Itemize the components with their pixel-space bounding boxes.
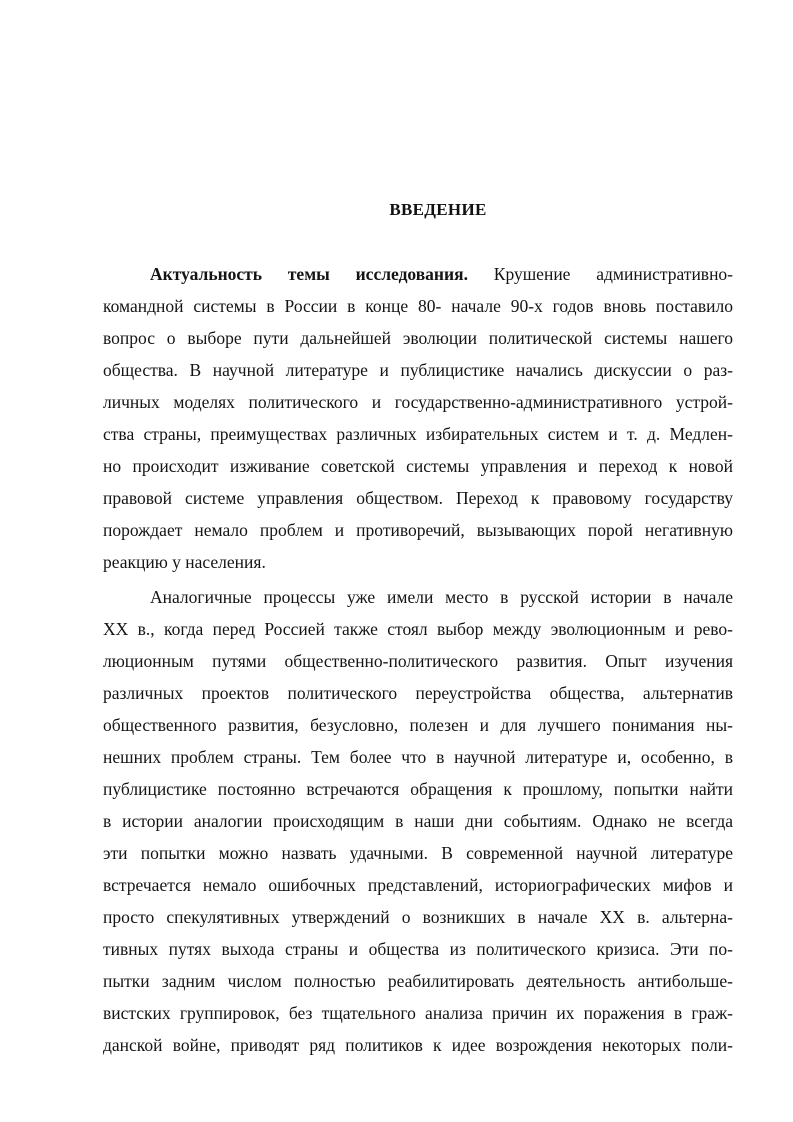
paragraph-line: вистских группировок, без тщательного анализа причин их поражения в граж- <box>103 1003 733 1023</box>
paragraph-line: тивных путях выхода страны и общества из политического кризиса. Эти по- <box>103 939 733 959</box>
paragraph-line: личных моделях политического и государственно-административного устрой- <box>103 392 733 412</box>
paragraph-line: эти попытки можно назвать удачными. В современной научной литературе <box>103 843 733 863</box>
paragraph-line: в истории аналогии происходящим в наши дни событиям. Однако не всегда <box>103 811 733 831</box>
paragraph-line: люционным путями общественно-политического развития. Опыт изучения <box>103 651 733 671</box>
paragraph-line: общества. В научной литературе и публицистике начались дискуссии о раз- <box>103 360 733 380</box>
paragraph-line: просто спекулятивных утверждений о возникших в начале XX в. альтерна- <box>103 907 733 927</box>
paragraph-line: реакцию у населения. <box>103 552 266 572</box>
line-text: Крушение административно- <box>493 264 734 284</box>
section-lead: Актуальность темы исследования. <box>150 264 468 284</box>
paragraph-line: различных проектов политического переустройства общества, альтернатив <box>103 683 733 703</box>
paragraph-line <box>150 262 733 286</box>
paragraph-line: XX в., когда перед Россией также стоял выбор между эволюционным и рево- <box>103 619 733 639</box>
paragraph-line: нешних проблем страны. Тем более что в научной литературе и, особенно, в <box>103 747 733 767</box>
paragraph-line: но происходит изживание советской системы управления и переход к новой <box>103 456 733 476</box>
paragraph-line: данской войне, приводят ряд политиков к идее возрождения некоторых поли- <box>103 1035 733 1055</box>
paragraph-line: командной системы в России в конце 80- начале 90-х годов вновь поставило <box>103 296 733 316</box>
paragraph-line: встречается немало ошибочных представлений, историографических мифов и <box>103 875 733 895</box>
paragraph-line: порождает немало проблем и противоречий, вызывающих порой негативную <box>103 520 733 540</box>
page-title: ВВЕДЕНИЕ <box>389 200 487 219</box>
paragraph-line: публицистике постоянно встречаются обращения к прошлому, попытки найти <box>103 779 733 799</box>
paragraph-line: пытки задним числом полностью реабилитировать деятельность антибольше- <box>103 971 733 991</box>
paragraph-line: Аналогичные процессы уже имели место в русской истории в начале <box>150 587 733 607</box>
paragraph-line: правовой системе управления обществом. Переход к правовому государству <box>103 488 733 508</box>
paragraph-line: вопрос о выборе пути дальнейшей эволюции политической системы нашего <box>103 328 733 348</box>
paragraph-line: ства страны, преимуществах различных избирательных систем и т. д. Медлен- <box>103 424 733 444</box>
paragraph-line: общественного развития, безусловно, полезен и для лучшего понимания ны- <box>103 715 733 735</box>
